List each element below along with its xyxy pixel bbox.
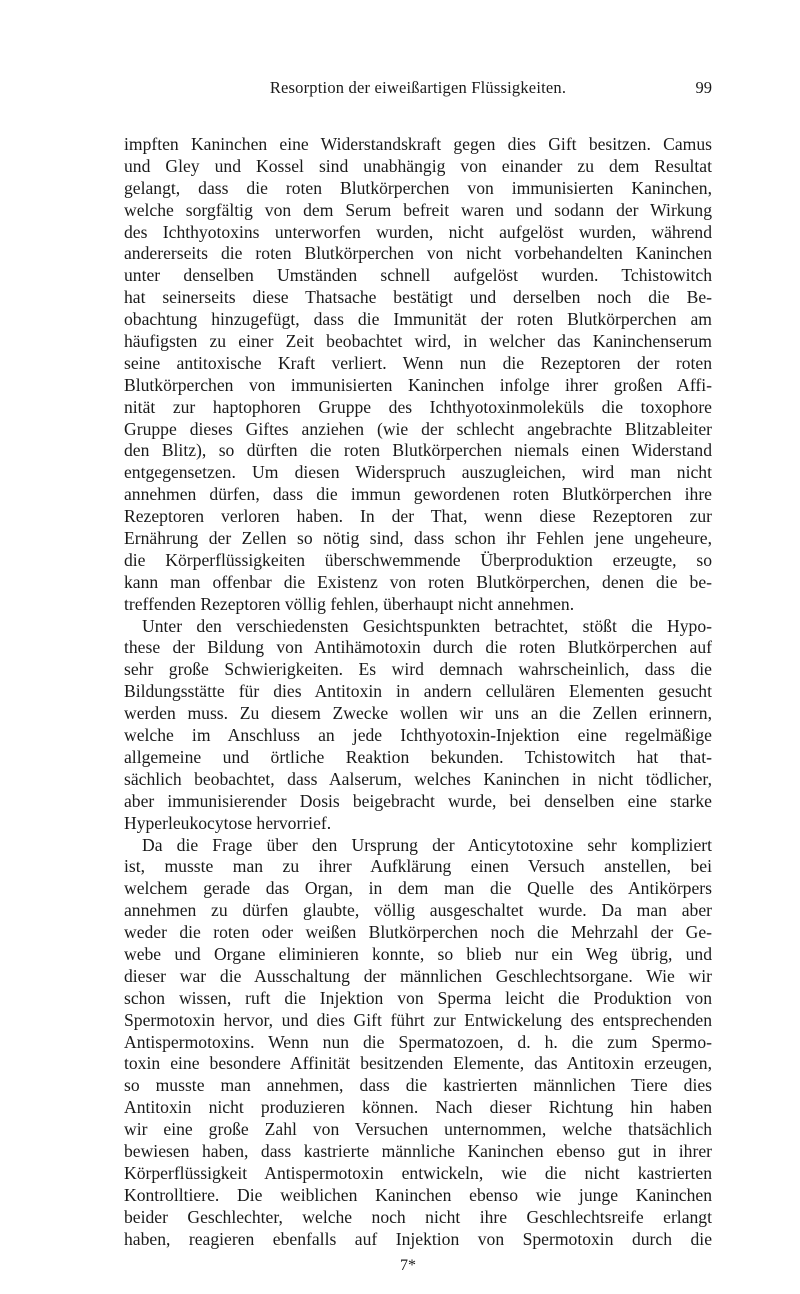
text-line: häufigsten zu einer Zeit beobachtet wird, in welcher das Kaninchenserum (124, 331, 712, 352)
text-line: Kontrolltiere. Die weiblichen Kaninchen ebenso wie junge Kaninchen (124, 1184, 712, 1205)
page-number: 99 (695, 78, 712, 97)
text-line: these der Bildung von Antihämotoxin durch die roten Blutkörperchen auf (124, 637, 712, 658)
running-head-title: Resorption der eiweißartigen Flüssigkeiten. (269, 78, 567, 97)
body-text (124, 134, 712, 1250)
running-head (124, 78, 712, 102)
text-line: allgemeine und örtliche Reaktion bekunden. Tchistowitch hat that- (124, 746, 712, 767)
text-line: webe und Organe eliminieren konnte, so blieb nur ein Weg übrig, und (124, 943, 712, 964)
text-line: des Ichthyotoxins unterworfen wurden, nicht aufgelöst wurden, während (124, 221, 712, 242)
text-line: und Gley und Kossel sind unabhängig von einander zu dem Resultat (124, 155, 712, 176)
text-line: welchem gerade das Organ, in dem man die Quelle des Antikörpers (124, 878, 712, 899)
text-line: haben, reagieren ebenfalls auf Injektion von Spermotoxin durch die (124, 1228, 712, 1249)
text-line: treffenden Rezeptoren völlig fehlen, überhaupt nicht annehmen. (124, 593, 575, 614)
text-line: sächlich beobachtet, dass Aalserum, welches Kaninchen in nicht tödlicher, (124, 768, 712, 789)
text-line: welche im Anschluss an jede Ichthyotoxin-Injektion eine regelmäßige (124, 725, 712, 746)
text-line: kann man offenbar die Existenz von roten Blutkörperchen, denen die be- (124, 571, 712, 592)
text-line: Gruppe dieses Giftes anziehen (wie der schlecht angebrachte Blitzableiter (124, 418, 712, 439)
text-line: aber immunisierender Dosis beigebracht wurde, bei denselben eine starke (124, 790, 712, 811)
text-line: nität zur haptophoren Gruppe des Ichthyotoxinmoleküls die toxophore (124, 396, 712, 417)
text-line: Bildungsstätte für dies Antitoxin in andern cellulären Elementen gesucht (124, 681, 712, 702)
signature-mark: 7* (400, 1257, 416, 1274)
text-line: gelangt, dass die roten Blutkörperchen von immunisierten Kaninchen, (124, 177, 712, 198)
text-line: andererseits die roten Blutkörperchen von nicht vorbehandelten Kaninchen (124, 243, 712, 264)
text-line: die Körperflüssigkeiten überschwemmende Überproduktion erzeugte, so (124, 549, 712, 570)
text-line: Antispermotoxins. Wenn nun die Spermatozoen, d. h. die zum Spermo- (124, 1031, 712, 1052)
text-line: annehmen dürfen, dass die immun gewordenen roten Blutkörperchen ihre (124, 484, 712, 505)
text-line: beider Geschlechter, welche noch nicht ihre Geschlechtsreife erlangt (124, 1206, 712, 1227)
text-line: welche sorgfältig von dem Serum befreit waren und sodann der Wirkung (124, 199, 712, 220)
text-line: obachtung hinzugefügt, dass die Immunität der roten Blutkörperchen am (124, 309, 712, 330)
text-line: Antitoxin nicht produzieren können. Nach dieser Richtung hin haben (124, 1097, 712, 1118)
text-line: bewiesen haben, dass kastrierte männliche Kaninchen ebenso gut in ihrer (124, 1140, 712, 1161)
text-line: werden muss. Zu diesem Zwecke wollen wir uns an die Zellen erinnern, (124, 703, 712, 724)
text-line: annehmen zu dürfen glaubte, völlig ausgeschaltet wurde. Da man aber (124, 900, 712, 921)
text-line: Spermotoxin hervor, und dies Gift führt zur Entwickelung des entsprechenden (124, 1009, 712, 1030)
text-line: weder die roten oder weißen Blutkörperchen noch die Mehrzahl der Ge- (124, 922, 712, 943)
text-line: Blutkörperchen von immunisierten Kaninchen infolge ihrer großen Affi- (124, 374, 712, 395)
text-line: Ernährung der Zellen so nötig sind, dass schon ihr Fehlen jene ungeheure, (124, 528, 712, 549)
text-line: Unter den verschiedensten Gesichtspunkten betrachtet, stößt die Hypo- (142, 615, 712, 636)
text-line: Körperflüssigkeit Antispermotoxin entwickeln, wie die nicht kastrierten (124, 1162, 712, 1183)
text-line: entgegensetzen. Um diesen Widerspruch auszugleichen, wird man nicht (124, 462, 712, 483)
text-line: hat seinerseits diese Thatsache bestätigt und derselben noch die Be- (124, 287, 712, 308)
text-line: seine antitoxische Kraft verliert. Wenn nun die Rezeptoren der roten (124, 352, 712, 373)
text-line: toxin eine besondere Affinität besitzenden Elemente, das Antitoxin erzeugen, (124, 1053, 712, 1074)
text-line: sehr große Schwierigkeiten. Es wird demnach wahrscheinlich, dass die (124, 659, 712, 680)
text-line: dieser war die Ausschaltung der männlichen Geschlechtsorgane. Wie wir (124, 965, 712, 986)
text-line: schon wissen, ruft die Injektion von Sperma leicht die Produktion von (124, 987, 712, 1008)
text-line: unter denselben Umständen schnell aufgelöst wurden. Tchistowitch (124, 265, 712, 286)
text-line: impften Kaninchen eine Widerstandskraft gegen dies Gift besitzen. Camus (124, 134, 712, 154)
text-line: den Blitz), so dürften die roten Blutkörperchen niemals einen Widerstand (124, 440, 712, 461)
text-line: ist, musste man zu ihrer Aufklärung einen Versuch anstellen, bei (124, 856, 712, 877)
text-line: Da die Frage über den Ursprung der Anticytotoxine sehr kompliziert (142, 834, 712, 855)
text-line: so musste man annehmen, dass die kastrierten männlichen Tiere dies (124, 1075, 712, 1096)
text-line: Hyperleukocytose hervorrief. (124, 812, 332, 833)
text-line: wir eine große Zahl von Versuchen unternommen, welche thatsächlich (124, 1119, 712, 1140)
text-line: Rezeptoren verloren haben. In der That, wenn diese Rezeptoren zur (124, 506, 712, 527)
